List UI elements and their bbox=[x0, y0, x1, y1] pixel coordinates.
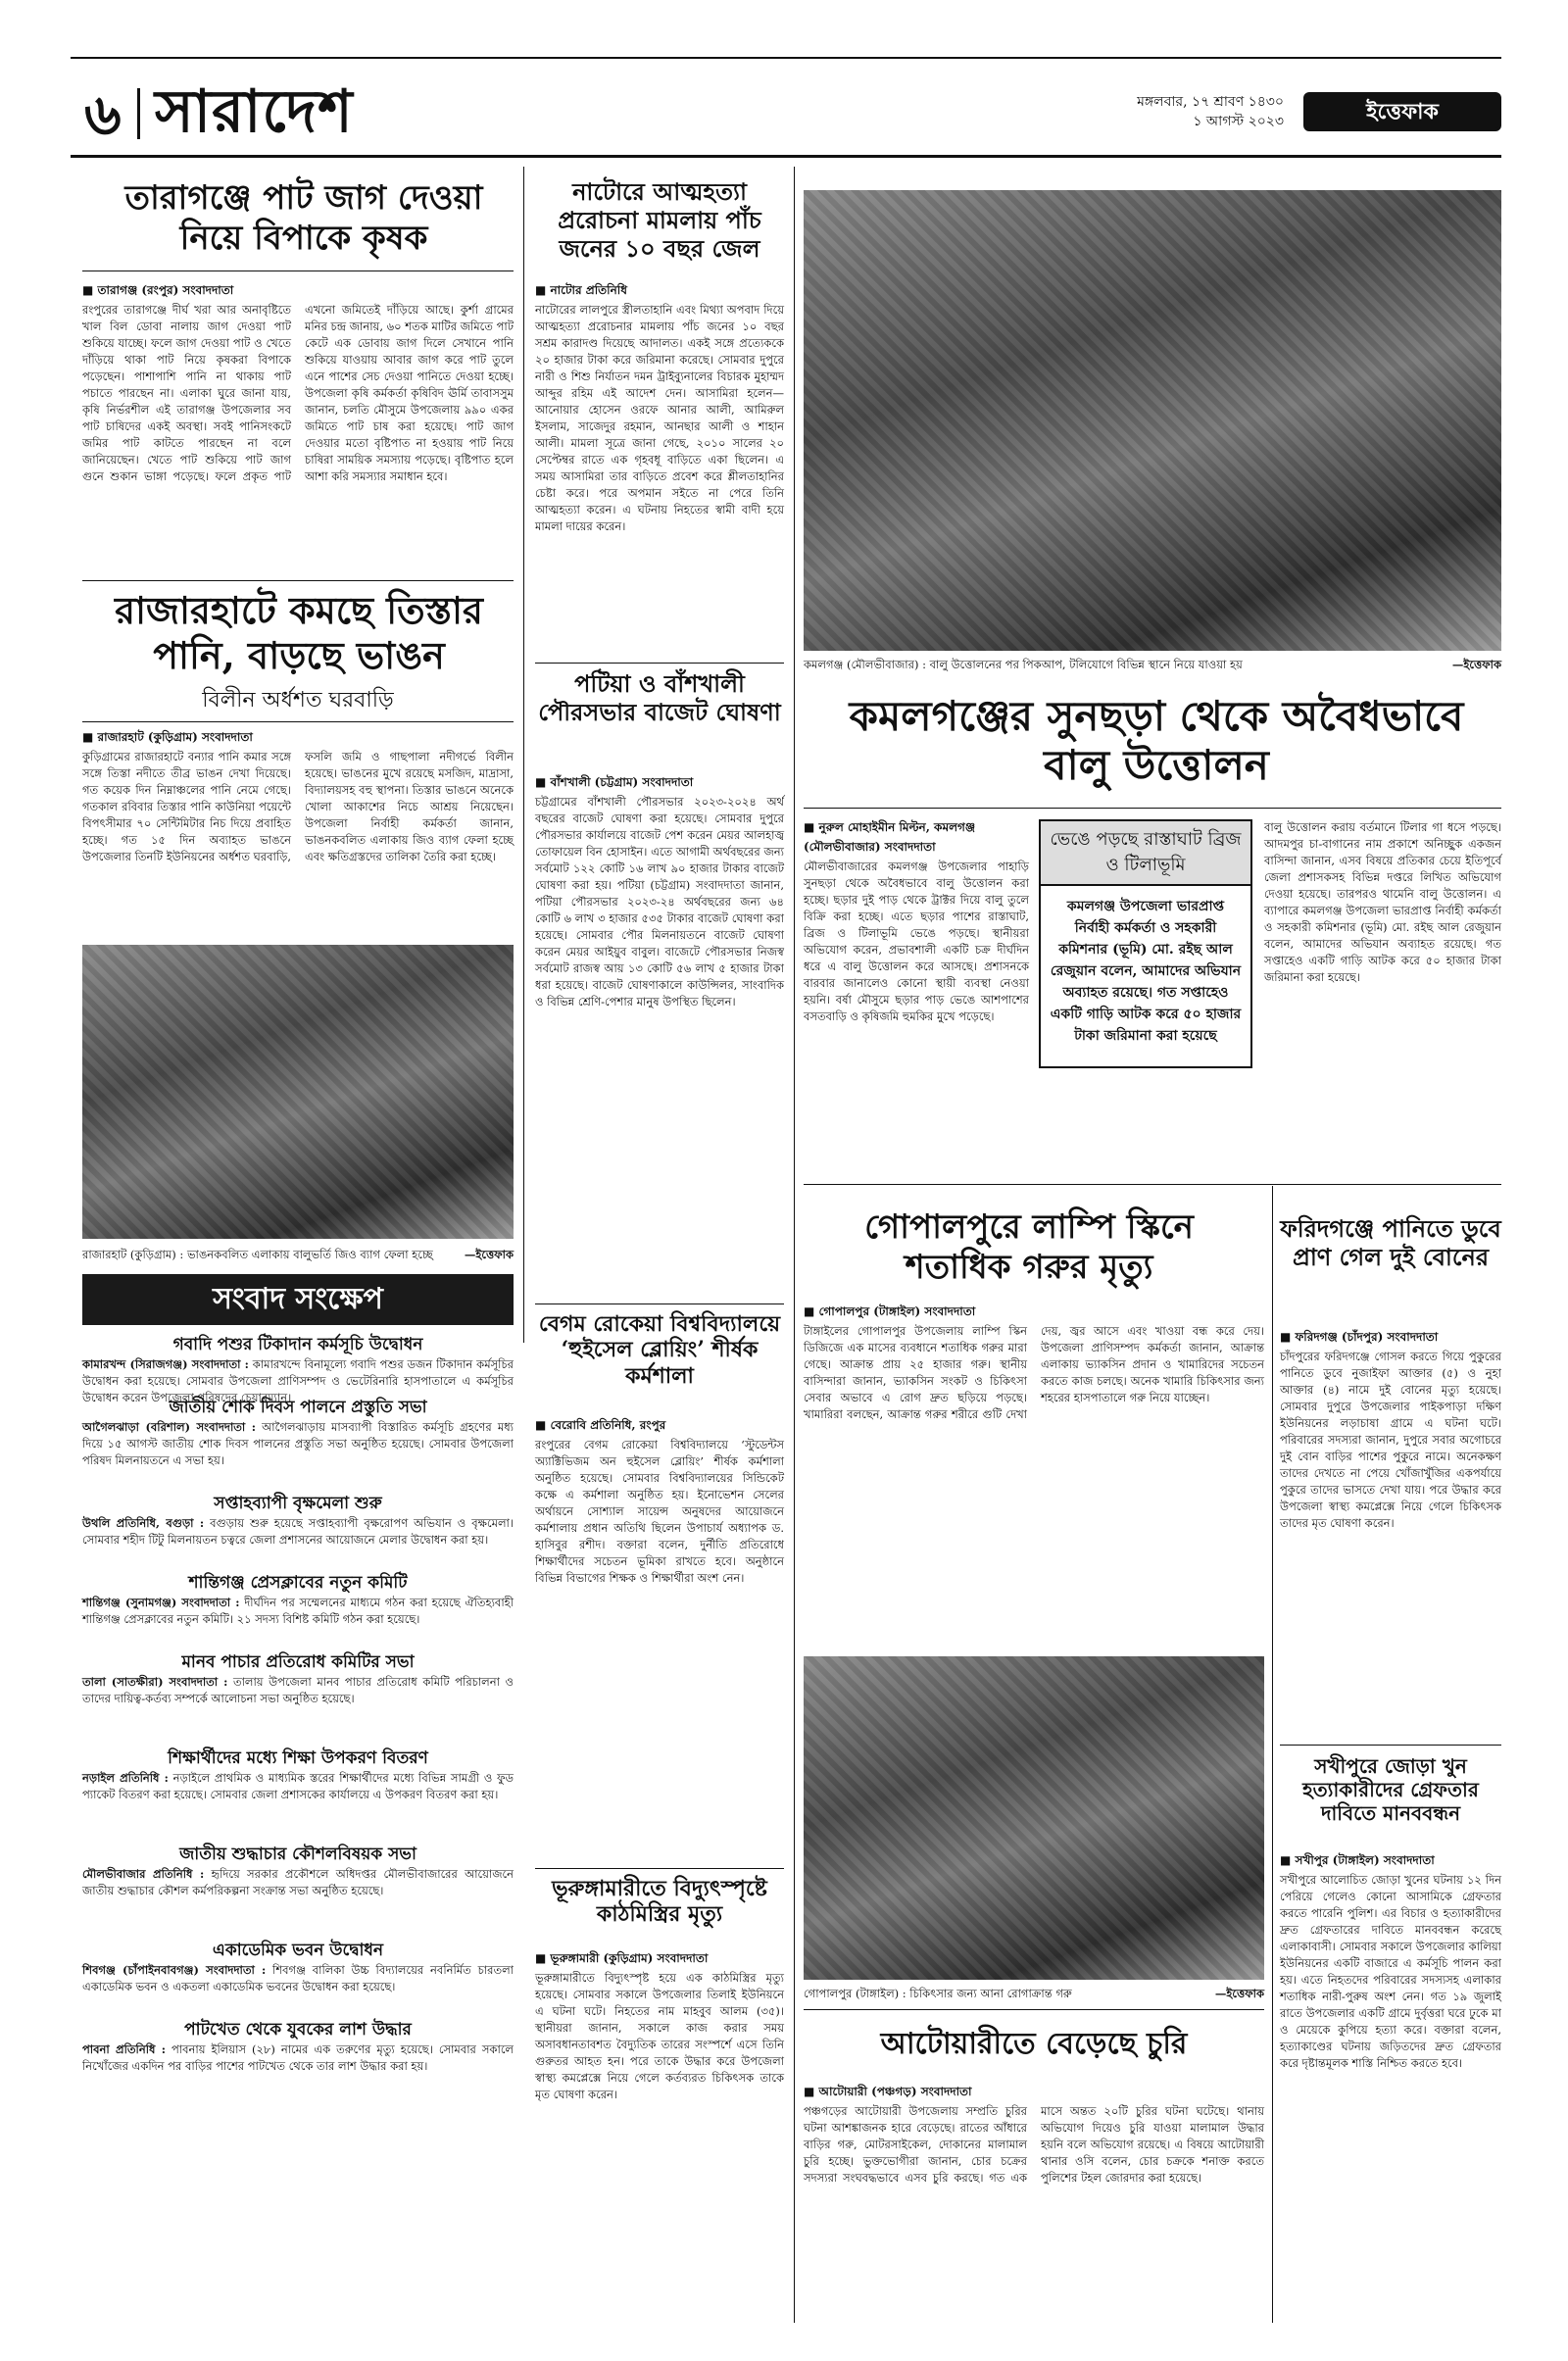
pat-dateline: ■ তারাগঞ্জ (রংপুর) সংবাদদাতা bbox=[82, 283, 234, 297]
brief-title: মানব পাচার প্রতিরোধ কমিটির সভা bbox=[181, 1652, 415, 1672]
brief-text: বগুড়ায় শুরু হয়েছে সপ্তাহব্যাপী বৃক্ষরোপণ অভিযান ও বৃক্ষমেলা। সোমবার শহীদ টিটু মিলনায়তন চত্বরে জেলা প্রশাসনের আয়োজনে মেলার উদ্বোধন করা হয়। bbox=[82, 1516, 514, 1547]
brief-dateline: উথলি প্রতিনিধি, বগুড়া : bbox=[82, 1516, 205, 1530]
top-rule bbox=[71, 57, 1501, 59]
brief-title: পাটখেত থেকে যুবকের লাশ উদ্ধার bbox=[184, 2020, 412, 2040]
brief-item bbox=[82, 1333, 514, 1404]
column-divider bbox=[1272, 1186, 1273, 2323]
section-title: সারাদেশ bbox=[155, 77, 354, 146]
kamalganj-photo bbox=[804, 190, 1501, 651]
briefs-header: সংবাদ সংক্ষেপ bbox=[82, 1274, 514, 1325]
bhurungamari-body: ভূরুঙ্গামারীতে বিদ্যুৎস্পৃষ্ট হয়ে এক কাঠমিস্ত্রির মৃত্যু হয়েছে। সোমবার সকালে উপজেলার তিলাই ইউনিয়নে এ ঘটনা ঘটে। নিহতের নাম মাহবুব আলম (৩৫)। স্থানীয়রা জানান, সকালে কাজ করার সময় অসাবধানতাবশত বৈদ্যুতিক তারের সংস্পর্শে এসে তিনি গুরুতর আহত হন। পরে তাকে উদ্ধার করে উপজেলা স্বাস্থ্য কমপ্লেক্সে নিয়ে গেলে কর্তব্যরত চিকিৎসক তাকে মৃত ঘোষণা করেন। bbox=[535, 1971, 784, 2101]
pat-body: রংপুরের তারাগঞ্জে দীর্ঘ খরা আর অনাবৃষ্টিতে খাল বিল ডোবা নালায় জাগ দেওয়া পাট শুকিয়ে যাচ্ছে। ফলে জাগ দেওয়া পাট ও খেতে দাঁড়িয়ে থাকা পাট নিয়ে কৃষকরা বিপাকে পড়েছেন। পাশাপাশি পানি না থাকায় পাট পচাতে পারছেন না। এলাকা ঘুরে জানা যায়, কৃষি নির্ভরশীল এই তারাগঞ্জ উপজেলার সব পাট চাষিদের একই অবস্থা। সবই পানিসংকটে জমির পাট কাটতে পারছেন না বলে জানিয়েছেন। খেতে পাট শুকিয়ে পাট জাগ গুনে শুকান ভাঙ্গা পড়েছে। ফলে প্রকৃত পাট এখনো জমিতেই দাঁড়িয়ে আছে। কুর্শা গ্রামের মনির চন্দ্র জানায়, ৬০ শতক মাটির জমিতে পাট কেটে এক ডোবায় জাগ দিলে সেখানে পানি শুকিয়ে যাওয়ায় আবার জাগ করে পাট তুলে এনে পাশের সেচ দেওয়া পানিতে দেওয়া হচ্ছে। উপজেলা কৃষি কর্মকর্তা কৃষিবিদ ঊর্মি তাবাসসুম জানান, চলতি মৌসুমে উপজেলায় ৯৯০ একর জমিতে পাট চাষ করা হয়েছে। পাট জাগ দেওয়ার মতো বৃষ্টিপাত না হওয়ায় পাট নিয়ে চাষিরা সাময়িক সমস্যায় পড়েছে। বৃষ্টিপাত হলে আশা করি সমস্যার সমাধান হবে। bbox=[82, 303, 514, 483]
brief-text: কামারখন্দে বিনামূল্যে গবাদি পশুর ডজন টিকাদান কর্মসূচির উদ্বোধন করা হয়েছে। সোমবার উপজেলা প্রাণিসম্পদ ও ভেটেরিনারি হাসপাতালে এ কর্মসূচির উদ্বোধন করেন উপজেলা পরিষদের চেয়ারম্যান। bbox=[82, 1357, 514, 1404]
atwari-headline: আটোয়ারীতে বেড়েছে চুরি bbox=[880, 2027, 1188, 2061]
faridganj-body: চাঁদপুরের ফরিদগঞ্জে গোসল করতে গিয়ে পুকুরের পানিতে ডুবে নুজাইফা আক্তার (৫) ও নুহা আক্তার (৪) নামে দুই বোনের মৃত্যু হয়েছে। সোমবার দুপুরে উপজেলার পাইকপাড়া দক্ষিণ ইউনিয়নের লড়াচাষা গ্রামে এ ঘটনা ঘটে। পরিবারের সদস্যরা জানান, দুপুরে সবার অগোচরে দুই বোন বাড়ির পাশের পুকুরে নামে। অনেকক্ষণ তাদের দেখতে না পেয়ে খোঁজাখুঁজির একপর্যায়ে পুকুরে তাদের ভাসতে দেখা যায়। পরে উদ্ধার করে উপজেলা স্বাস্থ্য কমপ্লেক্সে নিয়ে গেলে চিকিৎসক তাদের মৃত ঘোষণা করেন। bbox=[1280, 1350, 1501, 1530]
faridganj-article bbox=[1280, 1329, 1501, 1741]
column-divider bbox=[794, 167, 795, 2323]
brief-body bbox=[82, 1595, 514, 1645]
brief-body bbox=[82, 1866, 514, 1933]
rajarhat-photo bbox=[82, 945, 514, 1239]
kamalganj-body: মৌলভীবাজারের কমলগঞ্জ উপজেলার পাহাড়ি সুনছড়া থেকে অবৈধভাবে বালু উত্তোলন করা হচ্ছে। ছড়ার দুই পাড় থেকে ট্রাক্টর দিয়ে বালু তুলে বিক্রি করা হচ্ছে। এতে ছড়ার পাশের রাস্তাঘাট, ব্রিজ ও টিলাভূমি ভেঙে পড়ছে। স্থানীয়রা অভিযোগ করেন, প্রভাবশালী একটি চক্র দীর্ঘদিন ধরে এ বালু উত্তোলন করে আসছে। প্রশাসনকে বারবার জানালেও কোনো স্থায়ী ব্যবস্থা নেওয়া হয়নি। বর্ষা মৌসুমে ছড়ার পাড় ভেঙে আশপাশের বসতবাড়ি ও কৃষিজমি হুমকির মুখে পড়েছে। bbox=[804, 860, 1029, 1023]
brief-text: নড়াইলে প্রাথমিক ও মাধ্যমিক স্তরের শিক্ষার্থীদের মধ্যে বিভিন্ন সামগ্রী ও ফুড প্যাকেট বিতরণ করা হয়েছে। সোমবার জেলা প্রশাসকের কার্যালয়ে এ উপকরণ বিতরণ করা হয়। bbox=[82, 1771, 514, 1801]
brief-text: পাবনায় ইলিয়াস (২৮) নামের এক তরুণের মৃত্যু হয়েছে। সোমবার সকালে নিখোঁজের একদিন পর বাড়ির পাশের পাটখেত থেকে তার লাশ উদ্ধার করা হয়। bbox=[82, 2042, 514, 2073]
subhead-rule bbox=[82, 721, 514, 722]
briefs-list bbox=[82, 1333, 514, 2114]
gopalpur-caption-text: গোপালপুর (টাঙ্গাইল) : চিকিৎসার জন্য আনা রোগাক্রান্ত গরু bbox=[804, 1987, 1072, 2000]
section-rule bbox=[535, 1303, 784, 1304]
kamalganj-article bbox=[804, 819, 1029, 1211]
brief-item bbox=[82, 1650, 514, 1741]
brief-item bbox=[82, 1492, 514, 1565]
brief-item bbox=[82, 1746, 514, 1837]
masthead-divider bbox=[137, 88, 140, 139]
pat-headline: তারাগঞ্জে পাট জাগ দেওয়া নিয়ে বিপাকে কৃষক bbox=[124, 178, 483, 258]
brief-item bbox=[82, 1396, 514, 1486]
rajarhat-dateline: ■ রাজারহাট (কুড়িগ্রাম) সংবাদদাতা bbox=[82, 730, 253, 744]
atwari-body: পঞ্চগড়ের আটোয়ারী উপজেলায় সম্প্রতি চুরির ঘটনা আশঙ্কাজনক হারে বেড়েছে। রাতের আঁধারে বাড়ির গরু, মোটরসাইকেল, দোকানের মালামাল চুরি হচ্ছে। ভুক্তভোগীরা জানান, চোর চক্রের সদস্যরা সংঘবদ্ধভাবে এসব চুরি করছে। গত এক মাসে অন্তত ২০টি চুরির ঘটনা ঘটেছে। থানায় অভিযোগ দিয়েও চুরি যাওয়া মালামাল উদ্ধার হয়নি বলে অভিযোগ রয়েছে। এ বিষয়ে আটোয়ারী থানার ওসি বলেন, চোর চক্রকে শনাক্ত করতে পুলিশের টহল জোরদার করা হয়েছে। bbox=[804, 2104, 1264, 2185]
section-rule bbox=[804, 2009, 1264, 2010]
brief-dateline: পাবনা প্রতিনিধি : bbox=[82, 2042, 167, 2056]
rajarhat-body: কুড়িগ্রামের রাজারহাটে বন্যার পানি কমার সঙ্গে সঙ্গে তিস্তা নদীতে তীব্র ভাঙন দেখা দিয়েছে। গত কয়েক দিন নিম্নাঞ্চলের পানি নেমে গেছে। গতকাল রবিবার তিস্তার পানি কাউনিয়া পয়েন্টে বিপৎসীমার ৭০ সেন্টিমিটার নিচ দিয়ে প্রবাহিত হচ্ছে। গত ১৫ দিন অব্যাহত ভাঙনে উপজেলার তিনটি ইউনিয়নের অর্ধশত ঘরবাড়ি, ফসলি জমি ও গাছপালা নদীগর্ভে বিলীন হয়েছে। ভাঙনের মুখে রয়েছে মসজিদ, মাদ্রাসা, বিদ্যালয়সহ বহু স্থাপনা। তিস্তার ভাঙনে অনেকে খোলা আকাশের নিচে আশ্রয় নিয়েছেন। উপজেলা নির্বাহী কর্মকর্তা জানান, ভাঙনকবলিত এলাকায় জিও ব্যাগ ফেলা হচ্ছে এবং ক্ষতিগ্রস্তদের তালিকা তৈরি করা হচ্ছে। bbox=[82, 750, 514, 863]
brief-body bbox=[82, 2041, 514, 2108]
brief-text: শিবগঞ্জ বালিকা উচ্চ বিদ্যালয়ের নবনির্মিত চারতলা একাডেমিক ভবন ও একতলা একাডেমিক ভবনের উদ্বোধন করা হয়েছে। bbox=[82, 1963, 514, 1993]
gopalpur-dateline: ■ গোপালপুর (টাঙ্গাইল) সংবাদদাতা bbox=[804, 1304, 976, 1318]
kamalganj-caption bbox=[804, 657, 1501, 672]
brief-dateline: মৌলভীবাজার প্রতিনিধি : bbox=[82, 1867, 205, 1881]
brief-dateline: শান্তিগঞ্জ (সুনামগঞ্জ) সংবাদদাতা : bbox=[82, 1596, 240, 1609]
headline-rule bbox=[804, 808, 1501, 809]
column-divider bbox=[523, 167, 524, 1343]
brief-text: দীর্ঘদিন পর সম্মেলনের মাধ্যমে গঠন করা হয়েছে ঐতিহ্যবাহী শান্তিগঞ্জ প্রেসক্লাবের নতুন কমিটি। ২১ সদস্য বিশিষ্ট কমিটি গঠন করা হয়েছে। bbox=[82, 1596, 514, 1626]
sakhipur-body: সখীপুরে আলোচিত জোড়া খুনের ঘটনায় ১২ দিন পেরিয়ে গেলেও কোনো আসামিকে গ্রেফতার করতে পারেনি পুলিশ। এর বিচার ও হত্যাকারীদের দ্রুত গ্রেফতারের দাবিতে মানববন্ধন করেছে এলাকাবাসী। সোমবার সকালে উপজেলার কালিয়া ইউনিয়নের একটি বাজারে এ কর্মসূচি পালন করা হয়। এতে নিহতদের পরিবারের সদস্যসহ এলাকার শতাধিক নারী-পুরুষ অংশ নেন। গত ১৯ জুলাই রাতে উপজেলার একটি গ্রামে দুর্বৃত্তরা ঘরে ঢুকে মা ও মেয়েকে কুপিয়ে হত্যা করে। বক্তারা বলেন, হত্যাকাণ্ডের ঘটনায় জড়িতদের দ্রুত গ্রেফতার করে দৃষ্টান্তমূলক শাস্তি নিশ্চিত করতে হবে। bbox=[1280, 1873, 1501, 2070]
rajarhat-caption bbox=[82, 1247, 514, 1262]
gopalpur-photo-credit: —ইত্তেফাক bbox=[1214, 1987, 1264, 2000]
gopalpur-article bbox=[804, 1303, 1264, 1656]
brief-body bbox=[82, 1770, 514, 1837]
section-rule bbox=[804, 1184, 1501, 1185]
gopalpur-caption bbox=[804, 1986, 1264, 2001]
patiya-article bbox=[535, 774, 784, 1294]
atwari-dateline: ■ আটোয়ারী (পঞ্চগড়) সংবাদদাতা bbox=[804, 2085, 972, 2098]
section-rule bbox=[82, 580, 514, 581]
rajarhat-article bbox=[82, 729, 514, 945]
date-block bbox=[1068, 92, 1284, 131]
brief-body bbox=[82, 1962, 514, 2012]
atwari-article bbox=[804, 2084, 1264, 2338]
kamalganj-caption-text: কমলগঞ্জ (মৌলভীবাজার) : বালু উত্তোলনের পর পিকআপ, টলিযোগে বিভিন্ন স্থানে নিয়ে যাওয়া হয় bbox=[804, 658, 1243, 671]
gopalpur-headline: গোপালপুরে লাম্পি স্কিনে শতাধিক গরুর মৃত্যু bbox=[864, 1207, 1194, 1287]
brief-text: তালায় উপজেলা মানব পাচার প্রতিরোধ কমিটি পরিচালনা ও তাদের দায়িত্ব-কর্তব্য সম্পর্কে আলোচনা সভা অনুষ্ঠিত হয়েছে। bbox=[82, 1675, 514, 1705]
section-rule bbox=[535, 663, 784, 664]
brief-body bbox=[82, 1674, 514, 1741]
newspaper-logo: ইত্তেফাক bbox=[1303, 92, 1501, 131]
pat-article bbox=[82, 282, 514, 586]
brief-dateline: কামারখন্দ (সিরাজগঞ্জ) সংবাদদাতা : bbox=[82, 1357, 249, 1371]
brief-title: শান্তিগঞ্জ প্রেসক্লাবের নতুন কমিটি bbox=[188, 1573, 408, 1593]
gopalpur-photo bbox=[804, 1656, 1264, 1980]
begum-article bbox=[535, 1417, 784, 1868]
sakhipur-dateline: ■ সখীপুর (টাঙ্গাইল) সংবাদদাতা bbox=[1280, 1853, 1435, 1867]
brief-text: হৃদিয়ে সরকার প্রকৌশলে অধিদপ্তর মৌলভীবাজারের আয়োজনে জাতীয় শুদ্ধাচার কৌশল কর্মপরিকল্পনা সংক্রান্ত সভা অনুষ্ঠিত হয়েছে। bbox=[82, 1867, 514, 1897]
section-rule bbox=[1280, 1745, 1501, 1746]
rajarhat-photo-credit: —ইত্তেফাক bbox=[464, 1248, 514, 1261]
kamalganj-article-cont bbox=[1264, 819, 1501, 1172]
brief-title: জাতীয় শুদ্ধাচার কৌশলবিষয়ক সভা bbox=[179, 1845, 416, 1864]
faridganj-headline: ফরিদগঞ্জে পানিতে ডুবে প্রাণ গেল দুই বোনের bbox=[1280, 1214, 1501, 1271]
patiya-headline: পটিয়া ও বাঁশখালী পৌরসভার বাজেট ঘোষণা bbox=[538, 669, 781, 726]
rajarhat-headline: রাজারহাটে কমছে তিস্তার পানি, বাড়ছে ভাঙন bbox=[115, 588, 483, 677]
brief-dateline: শিবগঞ্জ (চাঁপাইনবাবগঞ্জ) সংবাদদাতা : bbox=[82, 1963, 267, 1977]
brief-title: গবাদি পশুর টিকাদান কর্মসূচি উদ্বোধন bbox=[172, 1335, 423, 1354]
kamalganj-quote-box bbox=[1039, 819, 1252, 1068]
kamalganj-headline: কমলগঞ্জের সুনছড়া থেকে অবৈধভাবে বালু উত্তোলন bbox=[849, 692, 1464, 790]
patiya-body: চট্টগ্রামের বাঁশখালী পৌরসভার ২০২৩-২০২৪ অর্থ বছরের বাজেট ঘোষণা করা হয়েছে। সোমবার দুপুরে পৌরসভার কার্যালয়ে বাজেট পেশ করেন মেয়র আলহাজ্ব তোফায়েল বিন হোসাইন। এতে আগামী অর্থবছরের জন্য সর্বমোট ১২২ কোটি ১৬ লাখ ৯০ হাজার টাকার বাজেট ঘোষণা করা হয়। পটিয়া (চট্টগ্রাম) সংবাদদাতা জানান, পটিয়া পৌরসভার ২০২৩-২৪ অর্থবছরের জন্য ৬৪ কোটি ৬ লাখ ৩ হাজার ৫৩৫ টাকার বাজেট ঘোষণা করা হয়েছে। সোমবার পৌর মিলনায়তনে বাজেট ঘোষণা করেন মেয়র আইয়ুব বাবুল। বাজেটে পৌরসভার নিজস্ব সর্বমোট রাজস্ব আয় ১৩ কোটি ৫৬ লাখ ৫ হাজার টাকা ধরা হয়েছে। বাজেট ঘোষণাকালে কাউন্সিলর, সাংবাদিক ও বিভিন্ন শ্রেণি-পেশার মানুষ উপস্থিত ছিলেন। bbox=[535, 795, 784, 1008]
bhurungamari-article bbox=[535, 1950, 784, 2333]
brief-title: সপ্তাহব্যাপী বৃক্ষমেলা শুরু bbox=[214, 1494, 382, 1513]
kamalganj-dateline: ■ নুরুল মোহাইমীন মিল্টন, কমলগঞ্জ (মৌলভীবাজার) সংবাদদাতা bbox=[804, 820, 976, 854]
brief-title: শিক্ষার্থীদের মধ্যে শিক্ষা উপকরণ বিতরণ bbox=[168, 1748, 428, 1768]
brief-dateline: তালা (সাতক্ষীরা) সংবাদদাতা : bbox=[82, 1675, 228, 1689]
bhurungamari-headline: ভূরুঙ্গামারীতে বিদ্যুৎস্পৃষ্টে কাঠমিস্ত্রির মৃত্যু bbox=[552, 1876, 767, 1928]
natore-dateline: ■ নাটোর প্রতিনিধি bbox=[535, 283, 627, 297]
masthead-bottom-rule bbox=[71, 155, 1501, 158]
brief-dateline: আগৈলঝাড়া (বরিশাল) সংবাদদাতা : bbox=[82, 1420, 256, 1434]
brief-item bbox=[82, 1939, 514, 2012]
quote-box-title: ভেঙে পড়ছে রাস্তাঘাট ব্রিজ ও টিলাভূমি bbox=[1041, 821, 1250, 886]
kamalganj-photo-credit: —ইত্তেফাক bbox=[1451, 658, 1501, 671]
patiya-dateline: ■ বাঁশখালী (চট্টগ্রাম) সংবাদদাতা bbox=[535, 775, 694, 789]
photo-texture bbox=[804, 1656, 1264, 1980]
gopalpur-body: টাঙ্গাইলের গোপালপুর উপজেলায় লাম্পি স্কিন ডিজিজে এক মাসের ব্যবধানে শতাধিক গরুর মারা গেছে। আক্রান্ত প্রায় ২৫ হাজার গরু। স্থানীয় বাসিন্দারা জানান, ভ্যাকসিন সংকট ও চিকিৎসা সেবার অভাবে এ রোগ দ্রুত ছড়িয়ে পড়ছে। খামারিরা বলছেন, আক্রান্ত গরুর শরীরে গুটি দেখা দেয়, জ্বর আসে এবং খাওয়া বন্ধ করে দেয়। উপজেলা প্রাণিসম্পদ কর্মকর্তা জানান, আক্রান্ত এলাকায় ভ্যাকসিন প্রদান ও খামারিদের সচেতন করতে কাজ চলছে। অনেক খামারি চিকিৎসার জন্য শহরের হাসপাতালে গরু নিয়ে যাচ্ছেন। bbox=[804, 1324, 1264, 1421]
rajarhat-subhead: বিলীন অর্ধশত ঘরবাড়ি bbox=[202, 688, 394, 713]
brief-item bbox=[82, 2018, 514, 2108]
section-rule bbox=[535, 1868, 784, 1869]
page-number: ৬ bbox=[84, 81, 122, 148]
brief-body bbox=[82, 1419, 514, 1486]
brief-title: একাডেমিক ভবন উদ্বোধন bbox=[212, 1941, 384, 1960]
brief-dateline: নড়াইল প্রতিনিধি : bbox=[82, 1771, 169, 1785]
photo-texture bbox=[82, 945, 514, 1239]
brief-item bbox=[82, 1571, 514, 1645]
begum-body: রংপুরের বেগম রোকেয়া বিশ্ববিদ্যালয়ে ‘স্টুডেন্টস অ্যাক্টিভিজম অন হুইসেল ব্লোয়িং’ শীর্ষক কর্মশালা অনুষ্ঠিত হয়েছে। সোমবার বিশ্ববিদ্যালয়ের সিন্ডিকেট কক্ষে এ কর্মশালা অনুষ্ঠিত হয়। ইনোভেশন সেলের অর্থায়নে সোশ্যাল সায়েন্স অনুষদের আয়োজনে কর্মশালায় প্রধান অতিথি ছিলেন উপাচার্য অধ্যাপক ড. হাসিবুর রশীদ। বক্তারা বলেন, দুর্নীতি প্রতিরোধে শিক্ষার্থীদের সচেতন ভূমিকা রাখতে হবে। অনুষ্ঠানে বিভিন্ন বিভাগের শিক্ষক ও শিক্ষার্থীরা অংশ নেন। bbox=[535, 1438, 784, 1585]
brief-title: জাতীয় শোক দিবস পালনে প্রস্তুতি সভা bbox=[169, 1398, 427, 1417]
sakhipur-article bbox=[1280, 1852, 1501, 2333]
bhurungamari-dateline: ■ ভূরুঙ্গামারী (কুড়িগ্রাম) সংবাদদাতা bbox=[535, 1951, 709, 1965]
quote-box-body: কমলগঞ্জ উপজেলা ভারপ্রাপ্ত নির্বাহী কর্মকর্তা ও সহকারী কমিশনার (ভূমি) মো. রইছ আল রেজুয়ান বলেন, আমাদের অভিযান অব্যাহত রয়েছে। গত সপ্তাহেও একটি গাড়ি আটক করে ৫০ হাজার টাকা জরিমানা করা হয়েছে bbox=[1050, 899, 1242, 1044]
photo-texture bbox=[804, 190, 1501, 651]
begum-headline: বেগম রোকেয়া বিশ্ববিদ্যালয়ে ‘হুইসেল ব্লোয়িং’ শীর্ষক কর্মশালা bbox=[538, 1311, 781, 1389]
brief-text: আগৈলঝাড়ায় মাসব্যাপী বিস্তারিত কর্মসূচি গ্রহণের মধ্য দিয়ে ১৫ আগস্ট জাতীয় শোক দিবস পালনের প্রস্তুতি সভা অনুষ্ঠিত হয়েছে। সোমবার উপজেলা পরিষদ মিলনায়তনে এ সভা হয়। bbox=[82, 1420, 514, 1467]
natore-body: নাটোরের লালপুরে স্ত্রীলতাহানি এবং মিথ্যা অপবাদ দিয়ে আত্মহত্যা প্ররোচনার মামলায় পাঁচ জনের ১০ বছর সশ্রম কারাদণ্ড দিয়েছে আদালত। একই সঙ্গে প্রত্যেককে ২০ হাজার টাকা করে জরিমানা করেছে। সোমবার দুপুরে নারী ও শিশু নির্যাতন দমন ট্রাইব্যুনালের বিচারক মুহাম্মদ আব্দুর রহিম এই আদেশ দেন। আসামিরা হলেন—আনোয়ার হোসেন ওরফে আনার আলী, আমিরুল ইসলাম, সাজেদুর রহমান, আনছার আলী ও শাহান আলী। মামলা সূত্রে জানা গেছে, ২০১০ সালের ২০ সেপ্টেম্বর রাতে এক গৃহবধূ বাড়িতে একা ছিলেন। এ সময় আসামিরা তার বাড়িতে প্রবেশ করে শ্লীলতাহানির চেষ্টা করে। পরে অপমান সইতে না পেরে তিনি আত্মহত্যা করেন। এ ঘটনায় নিহতের স্বামী বাদী হয়ে মামলা দায়ের করেন। bbox=[535, 303, 784, 533]
faridganj-dateline: ■ ফরিদগঞ্জ (চাঁদপুর) সংবাদদাতা bbox=[1280, 1330, 1439, 1344]
begum-dateline: ■ বেরোবি প্রতিনিধি, রংপুর bbox=[535, 1418, 666, 1432]
brief-body bbox=[82, 1515, 514, 1565]
kamalganj-body2: বালু উত্তোলন করায় বর্তমানে টিলার গা ধসে পড়ছে। আদমপুর চা-বাগানের নাম প্রকাশে অনিচ্ছুক একজন বাসিন্দা জানান, এসব বিষয়ে প্রতিকার চেয়ে ইতিপূর্বে জেলা প্রশাসকসহ বিভিন্ন দপ্তরে লিখিত অভিযোগ দেওয়া হয়েছে। তারপরও থামেনি বালু উত্তোলন। এ ব্যাপারে কমলগঞ্জ উপজেলা ভারপ্রাপ্ত নির্বাহী কর্মকর্তা ও সহকারী কমিশনার (ভূমি) মো. রইছ আল রেজুয়ান বলেন, আমাদের অভিযান অব্যাহত রয়েছে। গত সপ্তাহেও একটি গাড়ি আটক করে ৫০ হাজার টাকা জরিমানা করা হয়েছে। bbox=[1264, 820, 1501, 984]
sakhipur-headline: সখীপুরে জোড়া খুন হত্যাকারীদের গ্রেফতার দাবিতে মানববন্ধন bbox=[1302, 1754, 1479, 1825]
natore-headline: নাটোরে আত্মহত্যা প্ররোচনা মামলায় পাঁচ জনের ১০ বছর জেল bbox=[558, 177, 761, 263]
rajarhat-caption-text: রাজারহাট (কুড়িগ্রাম) : ভাঙনকবলিত এলাকায় বালুভর্তি জিও ব্যাগ ফেলা হচ্ছে bbox=[82, 1248, 433, 1261]
brief-item bbox=[82, 1843, 514, 1933]
date-english: ১ আগস্ট ২০২৩ bbox=[1193, 114, 1284, 129]
date-bengali: মঙ্গলবার, ১৭ শ্রাবণ ১৪৩০ bbox=[1137, 94, 1284, 110]
natore-article bbox=[535, 282, 784, 664]
brief-body bbox=[82, 1356, 514, 1404]
